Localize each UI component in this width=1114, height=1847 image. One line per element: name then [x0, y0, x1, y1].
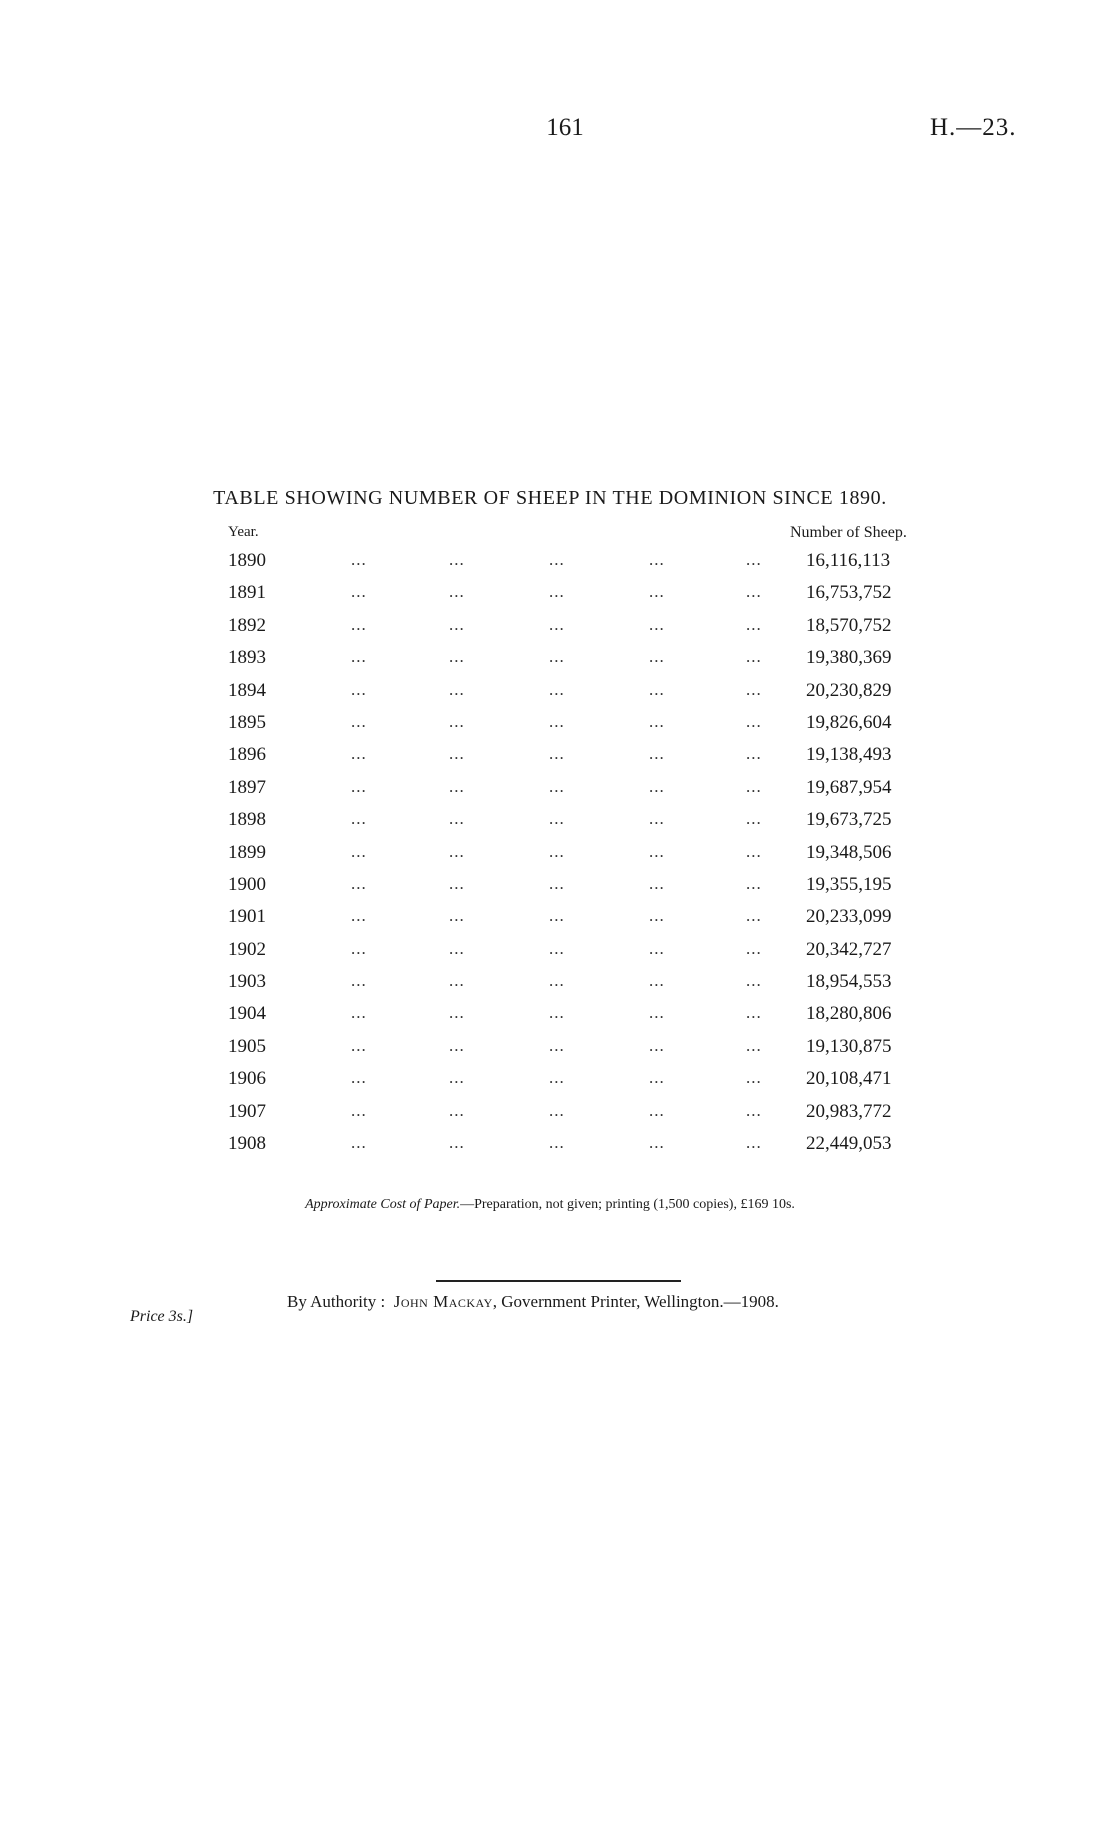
row-sheep-count: 16,753,752	[806, 582, 892, 604]
dot-leader: ...	[549, 647, 565, 667]
dot-leader: ...	[649, 938, 665, 958]
dot-leader: ...	[746, 679, 762, 699]
row-sheep-count: 19,673,725	[806, 809, 892, 831]
dot-leader: ...	[549, 1068, 565, 1088]
table-row	[0, 870, 1114, 902]
dot-leader: ...	[746, 711, 762, 731]
dot-leader: ...	[649, 906, 665, 926]
row-sheep-count: 22,449,053	[806, 1133, 892, 1155]
table-row	[0, 708, 1114, 740]
dot-leader: ...	[351, 1003, 367, 1023]
dot-leader: ...	[449, 1068, 465, 1088]
dot-leader: ...	[549, 1133, 565, 1153]
table-row	[0, 1064, 1114, 1096]
row-sheep-count: 19,355,195	[806, 873, 892, 895]
dot-leader: ...	[351, 614, 367, 634]
document-reference: H.—23.	[930, 114, 1017, 141]
dot-leader: ...	[449, 550, 465, 569]
dot-leader: ...	[351, 1133, 367, 1153]
dot-leader: ...	[549, 873, 565, 893]
row-year: 1898	[228, 809, 266, 831]
dot-leader: ...	[649, 647, 665, 667]
dot-leader: ...	[746, 841, 762, 861]
divider-rule	[436, 1280, 681, 1282]
dot-leader: ...	[351, 809, 367, 829]
dot-leader: ...	[746, 550, 762, 569]
dot-leader: ...	[746, 971, 762, 991]
dot-leader: ...	[449, 938, 465, 958]
table-row	[0, 546, 1114, 578]
dot-leader: ...	[449, 776, 465, 796]
dot-leader: ...	[746, 1100, 762, 1120]
table-row	[0, 643, 1114, 675]
table-row	[0, 1129, 1114, 1161]
sheep-table-body	[0, 546, 1114, 1161]
dot-leader: ...	[449, 1003, 465, 1023]
row-year: 1906	[228, 1068, 266, 1090]
printer-name: John Mackay	[393, 1292, 493, 1311]
dot-leader: ...	[351, 971, 367, 991]
page-number: 161	[546, 114, 584, 141]
table-row	[0, 676, 1114, 708]
table-row	[0, 805, 1114, 837]
table-row	[0, 902, 1114, 934]
printer-imprint	[287, 1292, 779, 1312]
dot-leader: ...	[649, 550, 665, 569]
dot-leader: ...	[649, 971, 665, 991]
dot-leader: ...	[746, 1003, 762, 1023]
dot-leader: ...	[549, 841, 565, 861]
dot-leader: ...	[549, 711, 565, 731]
dot-leader: ...	[549, 1035, 565, 1055]
table-row	[0, 935, 1114, 967]
dot-leader: ...	[449, 614, 465, 634]
row-year: 1901	[228, 906, 266, 928]
row-sheep-count: 19,138,493	[806, 744, 892, 766]
dot-leader: ...	[746, 614, 762, 634]
dot-leader: ...	[449, 711, 465, 731]
dot-leader: ...	[351, 841, 367, 861]
dot-leader: ...	[746, 873, 762, 893]
cost-label: Approximate Cost of Paper.	[305, 1197, 461, 1212]
year-column-header: Year.	[228, 524, 259, 540]
dot-leader: ...	[549, 550, 565, 569]
table-row	[0, 1032, 1114, 1064]
dot-leader: ...	[549, 776, 565, 796]
dot-leader: ...	[449, 841, 465, 861]
row-year: 1899	[228, 841, 266, 863]
dot-leader: ...	[351, 906, 367, 926]
row-sheep-count: 18,570,752	[806, 614, 892, 636]
dot-leader: ...	[549, 744, 565, 764]
price-label: Price 3s.]	[130, 1308, 194, 1325]
row-year: 1905	[228, 1035, 266, 1057]
row-year: 1891	[228, 582, 266, 604]
row-year: 1897	[228, 776, 266, 798]
dot-leader: ...	[746, 744, 762, 764]
dot-leader: ...	[351, 776, 367, 796]
dot-leader: ...	[746, 1133, 762, 1153]
dot-leader: ...	[449, 1100, 465, 1120]
table-row	[0, 1097, 1114, 1129]
row-year: 1890	[228, 550, 266, 571]
row-year: 1904	[228, 1003, 266, 1025]
row-sheep-count: 20,233,099	[806, 906, 892, 928]
dot-leader: ...	[746, 1035, 762, 1055]
dot-leader: ...	[449, 1133, 465, 1153]
row-year: 1893	[228, 647, 266, 669]
table-row	[0, 999, 1114, 1031]
row-sheep-count: 18,280,806	[806, 1003, 892, 1025]
dot-leader: ...	[351, 550, 367, 569]
dot-leader: ...	[351, 679, 367, 699]
dot-leader: ...	[351, 1068, 367, 1088]
dot-leader: ...	[549, 906, 565, 926]
row-year: 1892	[228, 614, 266, 636]
row-sheep-count: 20,342,727	[806, 938, 892, 960]
table-row	[0, 773, 1114, 805]
table-row	[0, 611, 1114, 643]
cost-text: —Preparation, not given; printing (1,500 copies), £169 10s.	[460, 1197, 795, 1212]
row-sheep-count: 19,380,369	[806, 647, 892, 669]
row-sheep-count: 19,687,954	[806, 776, 892, 798]
row-year: 1903	[228, 971, 266, 993]
row-sheep-count: 19,826,604	[806, 711, 892, 733]
dot-leader: ...	[549, 809, 565, 829]
table-row	[0, 838, 1114, 870]
dot-leader: ...	[351, 744, 367, 764]
table-row	[0, 740, 1114, 772]
dot-leader: ...	[746, 938, 762, 958]
dot-leader: ...	[351, 1100, 367, 1120]
dot-leader: ...	[649, 809, 665, 829]
dot-leader: ...	[549, 971, 565, 991]
row-year: 1902	[228, 938, 266, 960]
dot-leader: ...	[449, 679, 465, 699]
dot-leader: ...	[449, 582, 465, 602]
dot-leader: ...	[649, 744, 665, 764]
dot-leader: ...	[649, 1035, 665, 1055]
row-year: 1894	[228, 679, 266, 701]
dot-leader: ...	[351, 1035, 367, 1055]
row-sheep-count: 19,130,875	[806, 1035, 892, 1057]
dot-leader: ...	[746, 809, 762, 829]
row-year: 1907	[228, 1100, 266, 1122]
dot-leader: ...	[746, 582, 762, 602]
row-sheep-count: 20,983,772	[806, 1100, 892, 1122]
row-sheep-count: 20,108,471	[806, 1068, 892, 1090]
row-sheep-count: 20,230,829	[806, 679, 892, 701]
dot-leader: ...	[449, 744, 465, 764]
dot-leader: ...	[549, 582, 565, 602]
dot-leader: ...	[449, 971, 465, 991]
row-year: 1900	[228, 873, 266, 895]
dot-leader: ...	[449, 1035, 465, 1055]
dot-leader: ...	[449, 873, 465, 893]
dot-leader: ...	[549, 1003, 565, 1023]
imprint-prefix: By Authority :	[287, 1292, 386, 1311]
table-title: TABLE SHOWING NUMBER OF SHEEP IN THE DOMINION SINCE 1890.	[213, 487, 887, 509]
cost-of-paper-note	[150, 1197, 950, 1213]
sheep-count-column-header: Number of Sheep.	[790, 524, 907, 541]
dot-leader: ...	[449, 906, 465, 926]
dot-leader: ...	[649, 711, 665, 731]
dot-leader: ...	[549, 679, 565, 699]
dot-leader: ...	[449, 809, 465, 829]
dot-leader: ...	[649, 1133, 665, 1153]
dot-leader: ...	[746, 906, 762, 926]
dot-leader: ...	[649, 614, 665, 634]
dot-leader: ...	[649, 582, 665, 602]
dot-leader: ...	[746, 776, 762, 796]
dot-leader: ...	[549, 614, 565, 634]
row-sheep-count: 19,348,506	[806, 841, 892, 863]
dot-leader: ...	[351, 711, 367, 731]
dot-leader: ...	[449, 647, 465, 667]
dot-leader: ...	[649, 841, 665, 861]
dot-leader: ...	[746, 647, 762, 667]
dot-leader: ...	[351, 647, 367, 667]
dot-leader: ...	[549, 938, 565, 958]
row-sheep-count: 16,116,113	[806, 550, 891, 571]
table-row	[0, 967, 1114, 999]
dot-leader: ...	[649, 1100, 665, 1120]
dot-leader: ...	[649, 1068, 665, 1088]
row-year: 1908	[228, 1133, 266, 1155]
table-row	[0, 578, 1114, 610]
dot-leader: ...	[549, 1100, 565, 1120]
row-year: 1896	[228, 744, 266, 766]
row-year: 1895	[228, 711, 266, 733]
dot-leader: ...	[649, 679, 665, 699]
dot-leader: ...	[649, 776, 665, 796]
imprint-suffix: , Government Printer, Wellington.—1908.	[492, 1292, 779, 1311]
dot-leader: ...	[649, 873, 665, 893]
dot-leader: ...	[649, 1003, 665, 1023]
dot-leader: ...	[351, 938, 367, 958]
dot-leader: ...	[351, 582, 367, 602]
dot-leader: ...	[746, 1068, 762, 1088]
row-sheep-count: 18,954,553	[806, 971, 892, 993]
dot-leader: ...	[351, 873, 367, 893]
